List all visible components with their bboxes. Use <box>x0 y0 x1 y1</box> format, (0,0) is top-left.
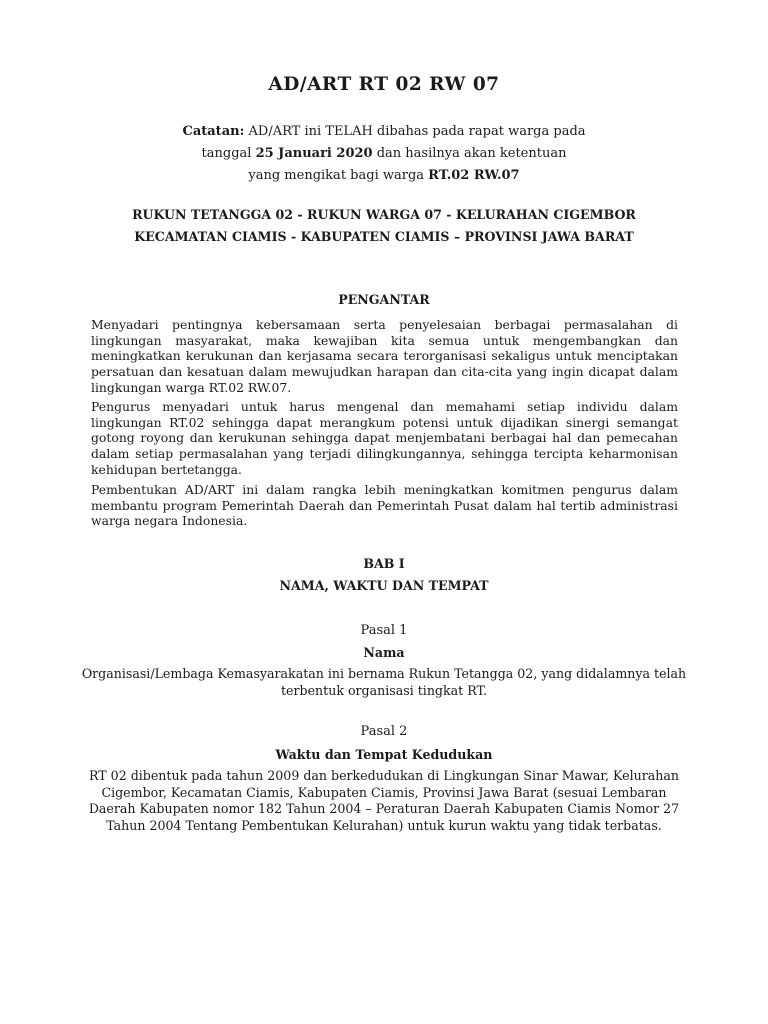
bab-label: BAB I <box>363 556 405 571</box>
note-line-1-text: AD/ART ini TELAH dibahas pada rapat warga pada <box>244 124 586 139</box>
note-line-2-pre: tanggal <box>201 146 256 161</box>
note-block <box>0 121 768 187</box>
pasal-1-label: Pasal 1 <box>360 623 408 638</box>
organization-header <box>0 204 768 248</box>
pasal-2-title: Waktu dan Tempat Kedudukan <box>275 747 493 762</box>
pengantar-heading: PENGANTAR <box>338 292 430 307</box>
organization-line-1: RUKUN TETANGGA 02 - RUKUN WARGA 07 - KELURAHAN CIGEMBOR <box>132 207 636 222</box>
pasal-2-label: Pasal 2 <box>360 724 408 739</box>
note-line-1 <box>0 121 768 143</box>
pasal-2-body: RT 02 dibentuk pada tahun 2009 dan berkedudukan di Lingkungan Sinar Mawar, Kelurahan Cigembor, Kecamatan Ciamis, Kabupaten Ciamis, Provinsi Jawa Barat (sesuai Lembaran Daerah Kabupaten nomor 182 Tahun 2004 – Peraturan Daerah Kabupaten Ciamis Nomor 27 Tahun 2004 Tentang Pembentukan Kelurahan) untuk kurun waktu yang tidak terbatas. <box>88 768 680 833</box>
note-date: 25 Januari 2020 <box>255 146 373 161</box>
pengantar-paragraph-2: Pengurus menyadari untuk harus mengenal dan memahami setiap individu dalam lingkungan RT.02 sehingga dapat merangkum potensi untuk dijadikan sinergi semangat gotong royong dan kerukunan sehingga dapat menjembatani berbagai hal dan pemecahan dalam setiap permasalahan yang terjadi dilingkungannya, sehingga tercipta keharmonisan kehidupan bertetangga. <box>91 399 678 477</box>
note-label: Catatan: <box>182 124 245 139</box>
pengantar-paragraph-1: Menyadari pentingnya kebersamaan serta penyelesaian berbagai permasalahan di lingkungan masyarakat, maka kewajiban kita semua untuk mengembangkan dan meningkatkan kerukunan dan kerjasama secara terorganisasi sekaligus untuk menciptakan persatuan dan kesatuan dalam mewujudkan harapan dan cita-cita yang ingin dicapat dalam lingkungan warga RT.02 RW.07. <box>91 317 678 395</box>
note-unit: RT.02 RW.07 <box>428 168 520 183</box>
pasal-1-body: Organisasi/Lembaga Kemasyarakatan ini bernama Rukun Tetangga 02, yang didalamnya telah terbentuk organisasi tingkat RT. <box>81 666 687 698</box>
note-line-3-pre: yang mengikat bagi warga <box>248 168 429 183</box>
pengantar-paragraph-3: Pembentukan AD/ART ini dalam rangka lebih meningkatkan komitmen pengurus dalam membantu program Pemerintah Daerah dan Pemerintah Pusat dalam hal tertib administrasi warga negara Indonesia. <box>91 482 678 529</box>
note-line-3 <box>0 165 768 187</box>
note-line-2 <box>0 143 768 165</box>
organization-line-2: KECAMATAN CIAMIS - KABUPATEN CIAMIS – PROVINSI JAWA BARAT <box>134 229 634 244</box>
note-line-2-post: dan hasilnya akan ketentuan <box>372 146 567 161</box>
bab-title: NAMA, WAKTU DAN TEMPAT <box>279 578 489 593</box>
pasal-1-title: Nama <box>363 645 405 660</box>
document-title: AD/ART RT 02 RW 07 <box>268 74 500 95</box>
